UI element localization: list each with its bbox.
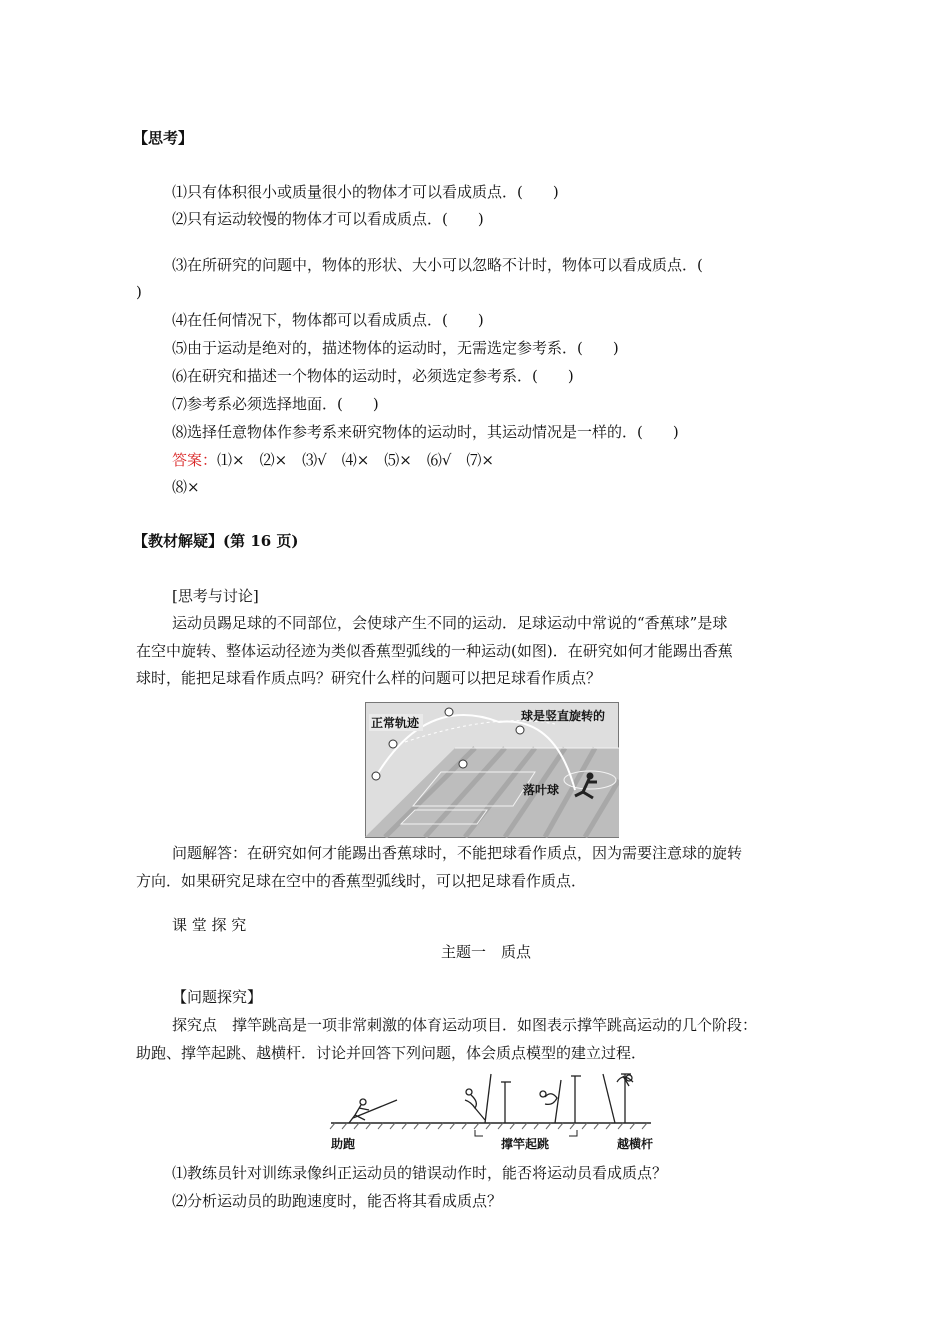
pole-vault-figure	[325, 1068, 655, 1154]
answer-para-2: 方向．如果研究足球在空中的香蕉型弧线时，可以把足球看作质点．	[136, 872, 587, 890]
discussion-para-1: 运动员踢足球的不同部位，会使球产生不同的运动．足球运动中常说的“香蕉球”是球	[172, 614, 728, 632]
discussion-para-2: 在空中旋转、整体运动径迹为类似香蕉型弧线的一种运动(如图)．在研究如何才能踢出香蕉	[136, 642, 733, 660]
explore-question-1: ⑴教练员针对训练录像纠正运动员的错误动作时，能否将运动员看成质点？	[172, 1164, 668, 1182]
answer-values: ⑴× ⑵× ⑶√ ⑷× ⑸× ⑹√ ⑺×	[217, 451, 494, 469]
label-vertical-spin: 球是竖直旋转的	[521, 709, 606, 723]
textbook-heading-title: 【教材解疑】	[133, 532, 224, 550]
bar-cross-figure	[603, 1074, 633, 1123]
ball-icon	[516, 726, 524, 734]
label-normal-trajectory: 正常轨迹	[371, 716, 420, 730]
label-dipping-ball: 落叶球	[523, 783, 560, 797]
question-2: ⑵只有运动较慢的物体才可以看成质点．( )	[172, 210, 484, 228]
ground-hatching	[330, 1123, 647, 1129]
discussion-subheading: [思考与讨论]	[172, 587, 259, 605]
answer-label: 答案：	[172, 451, 218, 469]
pole-rise-figure	[540, 1076, 581, 1123]
discussion-para-3: 球时，能把足球看作质点吗？研究什么样的问题可以把足球看作质点？	[136, 669, 602, 687]
section-title-class-explore: 课 堂 探 究	[172, 916, 247, 934]
ball-icon	[445, 708, 453, 716]
section-heading-thinking: 【思考】	[133, 129, 194, 147]
answer-line-2: ⑻×	[172, 478, 200, 496]
answer-line	[172, 450, 494, 470]
question-3: ⑶在所研究的问题中，物体的形状、大小可以忽略不计时，物体可以看成质点．(	[172, 256, 703, 274]
topic-title: 主题一 质点	[441, 943, 532, 961]
ball-icon	[372, 772, 380, 780]
question-7: ⑺参考系必须选择地面．( )	[172, 395, 379, 413]
ball-icon	[389, 740, 397, 748]
question-4: ⑷在任何情况下，物体都可以看成质点．( )	[172, 311, 484, 329]
textbook-heading-page: (第 16 页)	[223, 532, 299, 550]
runner-figure	[349, 1099, 397, 1123]
answer-para-1: 问题解答：在研究如何才能踢出香蕉球时，不能把球看作质点，因为需要注意球的旋转	[172, 844, 743, 862]
stage-bracket	[475, 1130, 577, 1136]
question-1: ⑴只有体积很小或质量很小的物体才可以看成质点．( )	[172, 183, 559, 201]
ball-icon	[459, 760, 467, 768]
question-3-continued: )	[136, 283, 142, 301]
label-pole-takeoff: 撑竿起跳	[501, 1137, 550, 1151]
section-heading-textbook	[133, 531, 299, 551]
question-5: ⑸由于运动是绝对的，描述物体的运动时，无需选定参考系．( )	[172, 339, 619, 357]
explore-question-2: ⑵分析运动员的助跑速度时，能否将其看成质点？	[172, 1192, 503, 1210]
explore-para-1: 探究点 撑竿跳高是一项非常刺激的体育运动项目．如图表示撑竿跳高运动的几个阶段：	[172, 1016, 758, 1034]
explore-para-2: 助跑、撑竿起跳、越横杆．讨论并回答下列问题，体会质点模型的建立过程．	[136, 1044, 647, 1062]
question-8: ⑻选择任意物体作参考系来研究物体的运动时，其运动情况是一样的．( )	[172, 423, 679, 441]
problem-explore-heading: 【问题探究】	[172, 988, 263, 1006]
pole-jump-figure	[465, 1074, 511, 1123]
label-crossing-bar: 越横杆	[617, 1137, 654, 1151]
question-6: ⑹在研究和描述一个物体的运动时，必须选定参考系．( )	[172, 367, 574, 385]
label-run-up: 助跑	[331, 1137, 356, 1151]
banana-ball-figure	[365, 702, 619, 838]
